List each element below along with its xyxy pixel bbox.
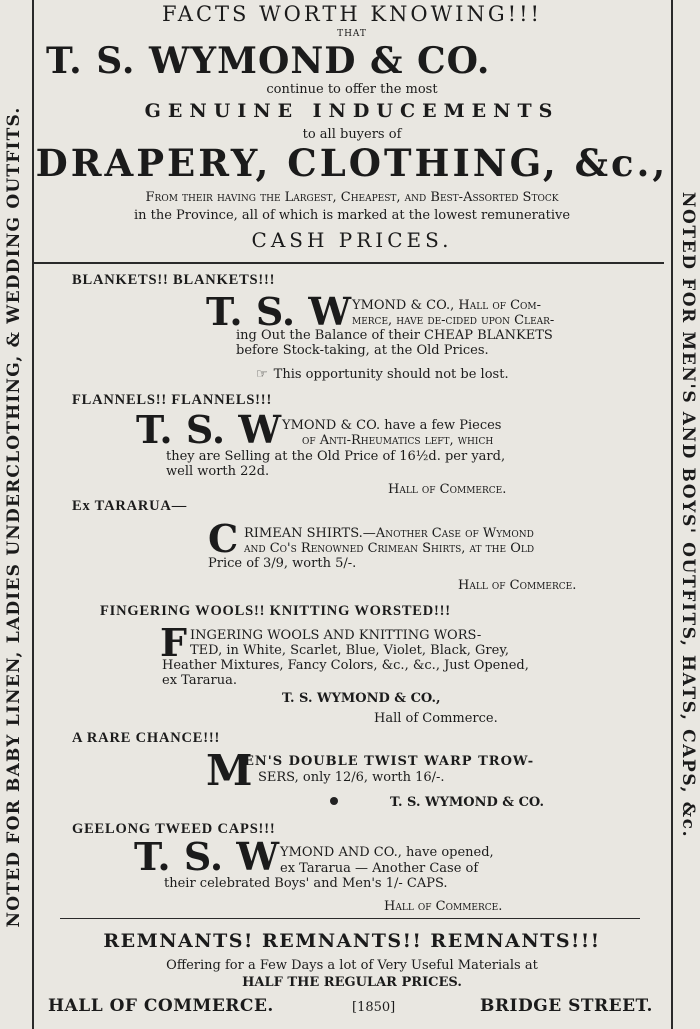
- wools-line-4: ex Tararua.: [162, 673, 238, 688]
- tararua-heading: Ex TARARUA—: [72, 498, 188, 514]
- flannels-line-3: they are Selling at the Old Price of 16½d. per yard,: [166, 449, 506, 464]
- stock-line-1: From their having the Largest, Cheapest, and Best-Assorted Stock: [145, 190, 559, 205]
- rare-line-2: SERS, only 12/6, worth 16/-.: [258, 770, 445, 785]
- flannels-drop-cap: T. S. W: [136, 407, 282, 452]
- continue-line: continue to offer the most: [266, 82, 438, 97]
- footer-hall: HALL OF COMMERCE.: [48, 996, 274, 1016]
- remnants-heading: REMNANTS! REMNANTS!! REMNANTS!!!: [103, 930, 601, 952]
- geelong-line-2: ex Tararua — Another Case of: [280, 861, 479, 876]
- cash-prices: CASH PRICES.: [251, 228, 453, 252]
- side-text-right: NOTED FOR MEN'S AND BOYS' OUTFITS, HATS, CAPS, &c.: [678, 191, 698, 839]
- footer-number: [1850]: [352, 1000, 396, 1015]
- wools-heading: FINGERING WOOLS!! KNITTING WORSTED!!!: [100, 603, 451, 619]
- blankets-line-2: merce, have de-cided upon Clear-: [352, 313, 555, 328]
- flannels-sign: Hall of Commerce.: [388, 482, 507, 497]
- firm-name: T. S. WYMOND & CO.: [46, 40, 491, 82]
- tararua-drop-cap: C: [208, 516, 239, 561]
- offering-line: Offering for a Few Days a lot of Very Useful Materials at: [166, 958, 538, 973]
- geelong-line-3: their celebrated Boys' and Men's 1/- CAPS.: [164, 876, 448, 891]
- flannels-line-2: of Anti-Rheumatics left, which: [302, 433, 494, 448]
- drapery-heading: DRAPERY, CLOTHING, &c.,: [35, 141, 669, 185]
- tararua-line-1: RIMEAN SHIRTS.—Another Case of Wymond: [244, 526, 534, 541]
- footer-street: BRIDGE STREET.: [480, 996, 653, 1016]
- that-label: THAT: [337, 29, 367, 39]
- facts-heading: FACTS WORTH KNOWING!!!: [162, 2, 542, 26]
- tararua-sign: Hall of Commerce.: [458, 578, 577, 593]
- blankets-line-3: ing Out the Balance of their CHEAP BLANKETS: [236, 328, 553, 343]
- wools-line-2: TED, in White, Scarlet, Blue, Violet, Black, Grey,: [190, 643, 510, 658]
- flannels-line-4: well worth 22d.: [166, 464, 270, 479]
- rare-heading: A RARE CHANCE!!!: [72, 730, 221, 746]
- blankets-drop-cap: T. S. W: [206, 289, 352, 334]
- geelong-heading: GEELONG TWEED CAPS!!!: [72, 821, 276, 837]
- wools-sign-1: T. S. WYMOND & CO.,: [282, 691, 441, 706]
- buyers-line: to all buyers of: [302, 127, 402, 142]
- rare-drop-cap: M: [206, 746, 253, 795]
- rare-sign: T. S. WYMOND & CO.: [390, 795, 545, 810]
- blankets-line-4: before Stock-taking, at the Old Prices.: [236, 343, 489, 358]
- geelong-drop-cap: T. S. W: [134, 834, 280, 879]
- half-price-line: HALF THE REGULAR PRICES.: [242, 975, 462, 990]
- footer-divider: [60, 918, 640, 919]
- rare-line-1: EN'S DOUBLE TWIST WARP TROW-: [244, 754, 535, 769]
- blankets-line-1: YMOND & CO., Hall of Com-: [352, 298, 542, 313]
- ornament-dot: [330, 797, 338, 805]
- blankets-note-text: This opportunity should not be lost.: [273, 367, 509, 382]
- stock-line-2: in the Province, all of which is marked at the lowest remunerative: [133, 208, 571, 223]
- geelong-sign: Hall of Commerce.: [384, 899, 503, 914]
- tararua-line-3: Price of 3/9, worth 5/-.: [208, 556, 357, 571]
- flannels-line-1: YMOND & CO. have a few Pieces: [282, 418, 502, 433]
- wools-line-3: Heather Mixtures, Fancy Colors, &c., &c., Just Opened,: [162, 658, 529, 673]
- tararua-line-2: and Co's Renowned Crimean Shirts, at the Old: [244, 541, 535, 556]
- section-divider: [34, 262, 664, 264]
- wools-drop-cap: F: [160, 620, 187, 665]
- wools-line-1: INGERING WOOLS AND KNITTING WORS-: [190, 628, 482, 643]
- flannels-heading: FLANNELS!! FLANNELS!!!: [72, 392, 273, 408]
- side-text-left: NOTED FOR BABY LINEN, LADIES UNDERCLOTHING, & WEDDING OUTFITS.: [4, 106, 24, 928]
- blankets-heading: BLANKETS!! BLANKETS!!!: [72, 272, 276, 288]
- genuine-heading: GENUINE INDUCEMENTS: [144, 100, 560, 122]
- blankets-note: [256, 367, 509, 382]
- geelong-line-1: YMOND AND CO., have opened,: [280, 845, 494, 860]
- pointing-hand-icon: ☞: [256, 367, 268, 382]
- wools-sign-2: Hall of Commerce.: [374, 711, 498, 726]
